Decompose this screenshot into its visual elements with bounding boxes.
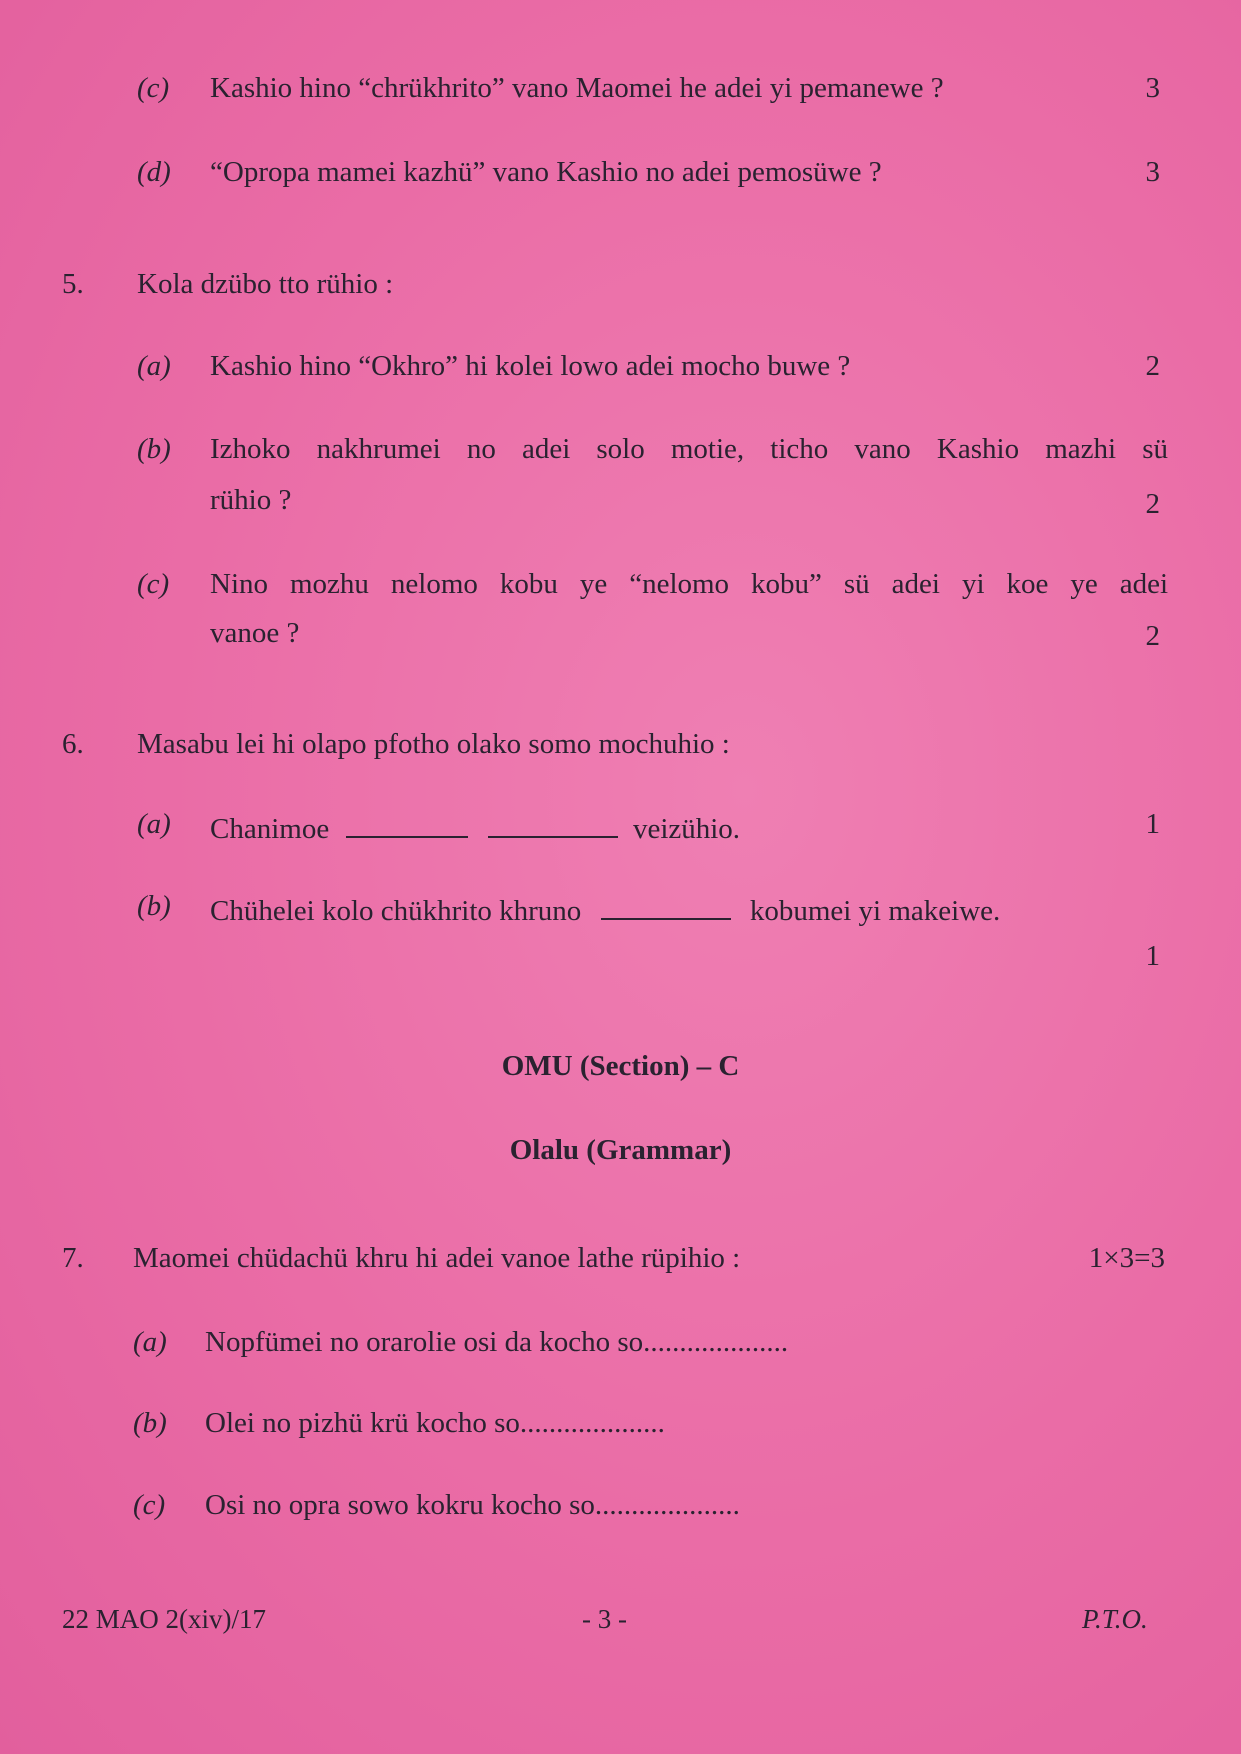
q5a-label: (a) (137, 350, 171, 382)
q6a-after: veizühio. (632, 813, 741, 845)
q6a-blank-2 (488, 808, 618, 838)
q5c-marks: 2 (1145, 620, 1160, 652)
q4d-marks: 3 (1145, 156, 1160, 188)
q6b-text (210, 890, 1000, 928)
q6-text: Masabu lei hi olapo pfotho olako somo mochuhio : (137, 728, 730, 760)
q7-number: 7. (62, 1242, 84, 1274)
q4c-text: Kashio hino “chrükhrito” vano Maomei he adei yi pemanewe ? (210, 72, 944, 104)
q7-text: Maomei chüdachü khru hi adei vanoe lathe rüpihio : (133, 1242, 741, 1274)
q4c-label: (c) (137, 72, 170, 104)
q6a-before: Chanimoe (210, 813, 330, 845)
q6a-text (210, 808, 740, 846)
q5a-text: Kashio hino “Okhro” hi kolei lowo adei mocho buwe ? (210, 350, 851, 382)
q7c-text: Osi no opra sowo kokru kocho so.................... (205, 1489, 740, 1521)
q6b-blank (601, 890, 731, 920)
q5b-label: (b) (137, 433, 171, 465)
q6a-blank-1 (346, 808, 468, 838)
section-title: OMU (Section) – C (501, 1050, 740, 1082)
q5c-line1: Nino mozhu nelomo kobu ye “nelomo kobu” sü adei yi koe ye adei (210, 568, 1168, 600)
q7-marks: 1×3=3 (1088, 1242, 1165, 1274)
section-subtitle: Olalu (Grammar) (509, 1134, 732, 1166)
q5-number: 5. (62, 268, 84, 300)
q5c-label: (c) (137, 568, 170, 600)
footer-pto: P.T.O. (1082, 1604, 1148, 1634)
q7a-text: Nopfümei no orarolie osi da kocho so.................... (205, 1326, 789, 1358)
footer-exam-code: 22 MAO 2(xiv)/17 (62, 1604, 266, 1634)
q7a-label: (a) (133, 1326, 167, 1358)
footer-page-number: - 3 - (582, 1604, 627, 1634)
q6b-label: (b) (137, 890, 171, 922)
q5b-marks: 2 (1145, 488, 1160, 520)
q6b-marks: 1 (1145, 940, 1160, 972)
q6a-label: (a) (137, 808, 171, 840)
q6b-after: kobumei yi makeiwe. (749, 895, 1001, 927)
q5b-line1: Izhoko nakhrumei no adei solo motie, ticho vano Kashio mazhi sü (210, 433, 1168, 465)
q6b-before: Chühelei kolo chükhrito khruno (210, 895, 582, 927)
q5b-line2: rühio ? (210, 484, 292, 516)
q7b-text: Olei no pizhü krü kocho so.................... (205, 1407, 665, 1439)
q6-number: 6. (62, 728, 84, 760)
q5-text: Kola dzübo tto rühio : (137, 268, 394, 300)
q5a-marks: 2 (1145, 350, 1160, 382)
q6a-marks: 1 (1145, 808, 1160, 840)
q4d-text: “Opropa mamei kazhü” vano Kashio no adei pemosüwe ? (210, 156, 882, 188)
q7c-label: (c) (133, 1489, 166, 1521)
q4c-marks: 3 (1145, 72, 1160, 104)
q5c-line2: vanoe ? (210, 617, 300, 649)
q4d-label: (d) (137, 156, 171, 188)
q7b-label: (b) (133, 1407, 167, 1439)
